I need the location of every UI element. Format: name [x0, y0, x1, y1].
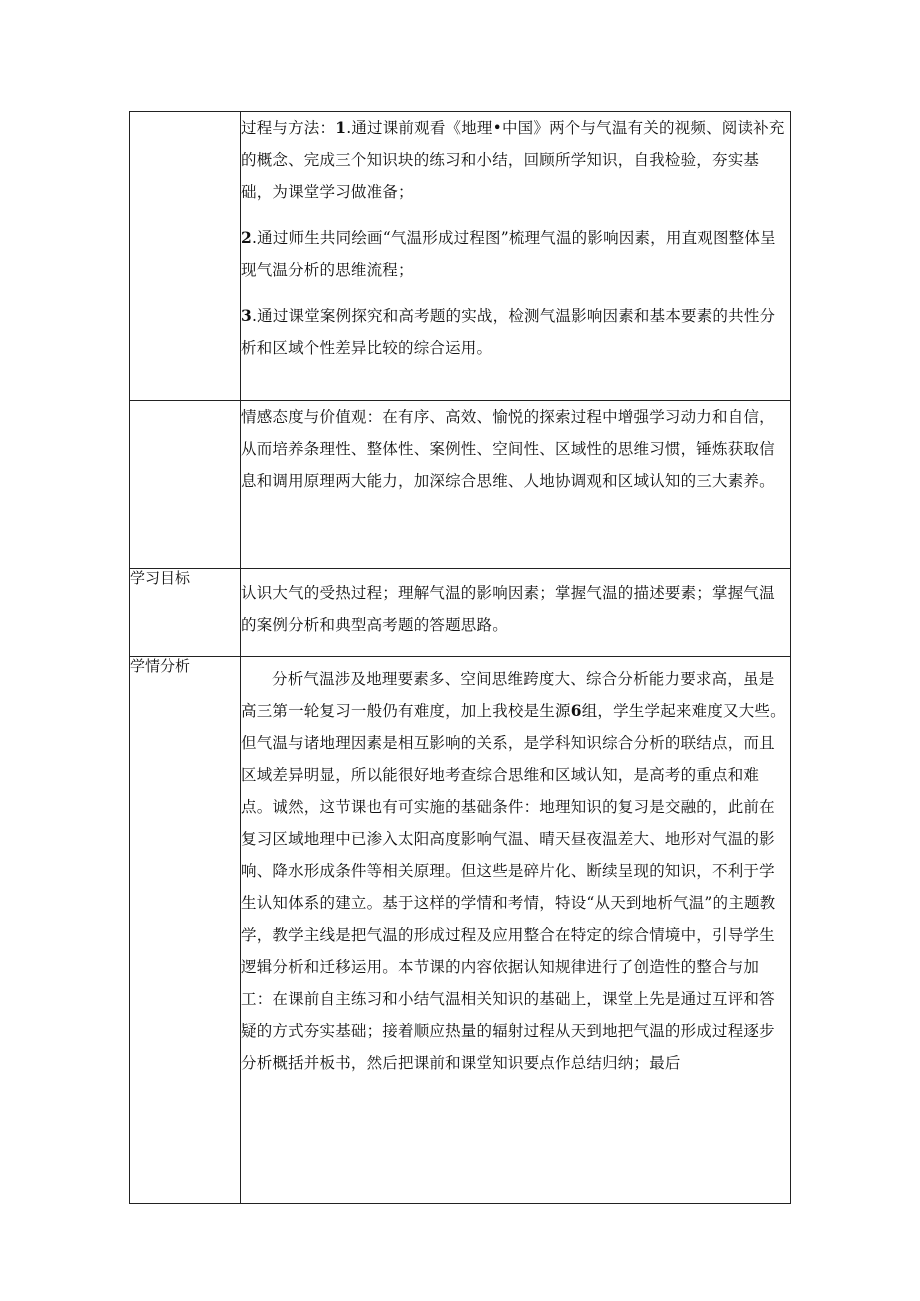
learning-goals-paragraph: 认识大气的受热过程；理解气温的影响因素；掌握气温的描述要素；掌握气温的案例分析和典型高考题的答题思路。 [241, 584, 775, 634]
table-row-process-methods [130, 112, 791, 401]
process-item-text: .通过课堂案例探究和高考题的实战，检测气温影响因素和基本要素的共性分析和区域个性差异比较的综合运用。 [241, 307, 776, 357]
table-row-learner-analysis [130, 657, 791, 1204]
process-paragraph-1 [241, 112, 790, 208]
learner-analysis-cell [241, 657, 791, 1204]
row-label-empty [130, 112, 241, 401]
emotion-paragraph: 情感态度与价值观：在有序、高效、愉悦的探索过程中增强学习动力和自信，从而培养条理性、整体性、案例性、空间性、区域性的思维习惯，锤炼获取信息和调用原理两大能力，加深综合思维、人地协调观和区域认知的三大素养。 [241, 408, 775, 490]
analysis-text-part: 组，学生学起来难度又大些。但气温与诸地理因素是相互影响的关系，是学科知识综合分析的联结点，而且区域差异明显，所以能很好地考查综合思维和区域认知，是高考的重点和难点。诚然，这节课也有可实施的基础条件：地理知识的复习是交融的，此前在复习区域地理中已渗入太阳高度影响气温、晴天昼夜温差大、地形对气温的影响、降水形成条件等相关原理。但这些是碎片化、断续呈现的知识，不利于学生认知体系的建立。基于这样的学情和考情，特设“从天到地析气温”的主题教学，教学主线是把气温的形成过程及应用整合在特定的综合情境中，引导学生逻辑分析和迁移运用。本节课的内容依据认知规律进行了创造性的整合与加工：在课前自主练习和小结气温相关知识的基础上，课堂上先是通过互评和答疑的方式夯实基础；接着顺应热量的辐射过程从天到地把气温的形成过程逐步分析概括并板书，然后把课前和课堂知识要点作总结归纳；最后 [241, 702, 786, 1072]
group-number: 6 [570, 701, 582, 720]
item-number: 3 [241, 306, 252, 325]
row-label-learning-goals: 学习目标 [130, 569, 241, 657]
learning-goals-cell [241, 569, 791, 657]
analysis-text-part: 分析气温涉及地理要素多、空间思维跨度大、综合分析能力要求高，虽是高三第一轮复习一般仍有难度，加上我校是生源 [241, 670, 775, 720]
table-row-learning-goals [130, 569, 791, 657]
learner-analysis-paragraph [241, 663, 790, 1079]
item-number: 2 [241, 228, 252, 247]
process-heading-text: 过程与方法： [241, 119, 336, 137]
emotion-values-cell [241, 401, 791, 569]
process-methods-cell [241, 112, 791, 401]
row-label-learner-analysis: 学情分析 [130, 657, 241, 1204]
item-number: 1 [335, 118, 347, 137]
row-label-empty [130, 401, 241, 569]
process-paragraph-2 [241, 222, 790, 286]
process-item-text: .通过课前观看《地理•中国》两个与气温有关的视频、阅读补充的概念、完成三个知识块的练习和小结，回顾所学知识，自我检验，夯实基础，为课堂学习做准备； [241, 119, 785, 201]
process-paragraph-3 [241, 300, 790, 364]
process-item-text: .通过师生共同绘画“气温形成过程图”梳理气温的影响因素，用直观图整体呈现气温分析的思维流程； [241, 229, 776, 279]
table-row-emotion-values [130, 401, 791, 569]
lesson-plan-table [129, 111, 791, 1204]
